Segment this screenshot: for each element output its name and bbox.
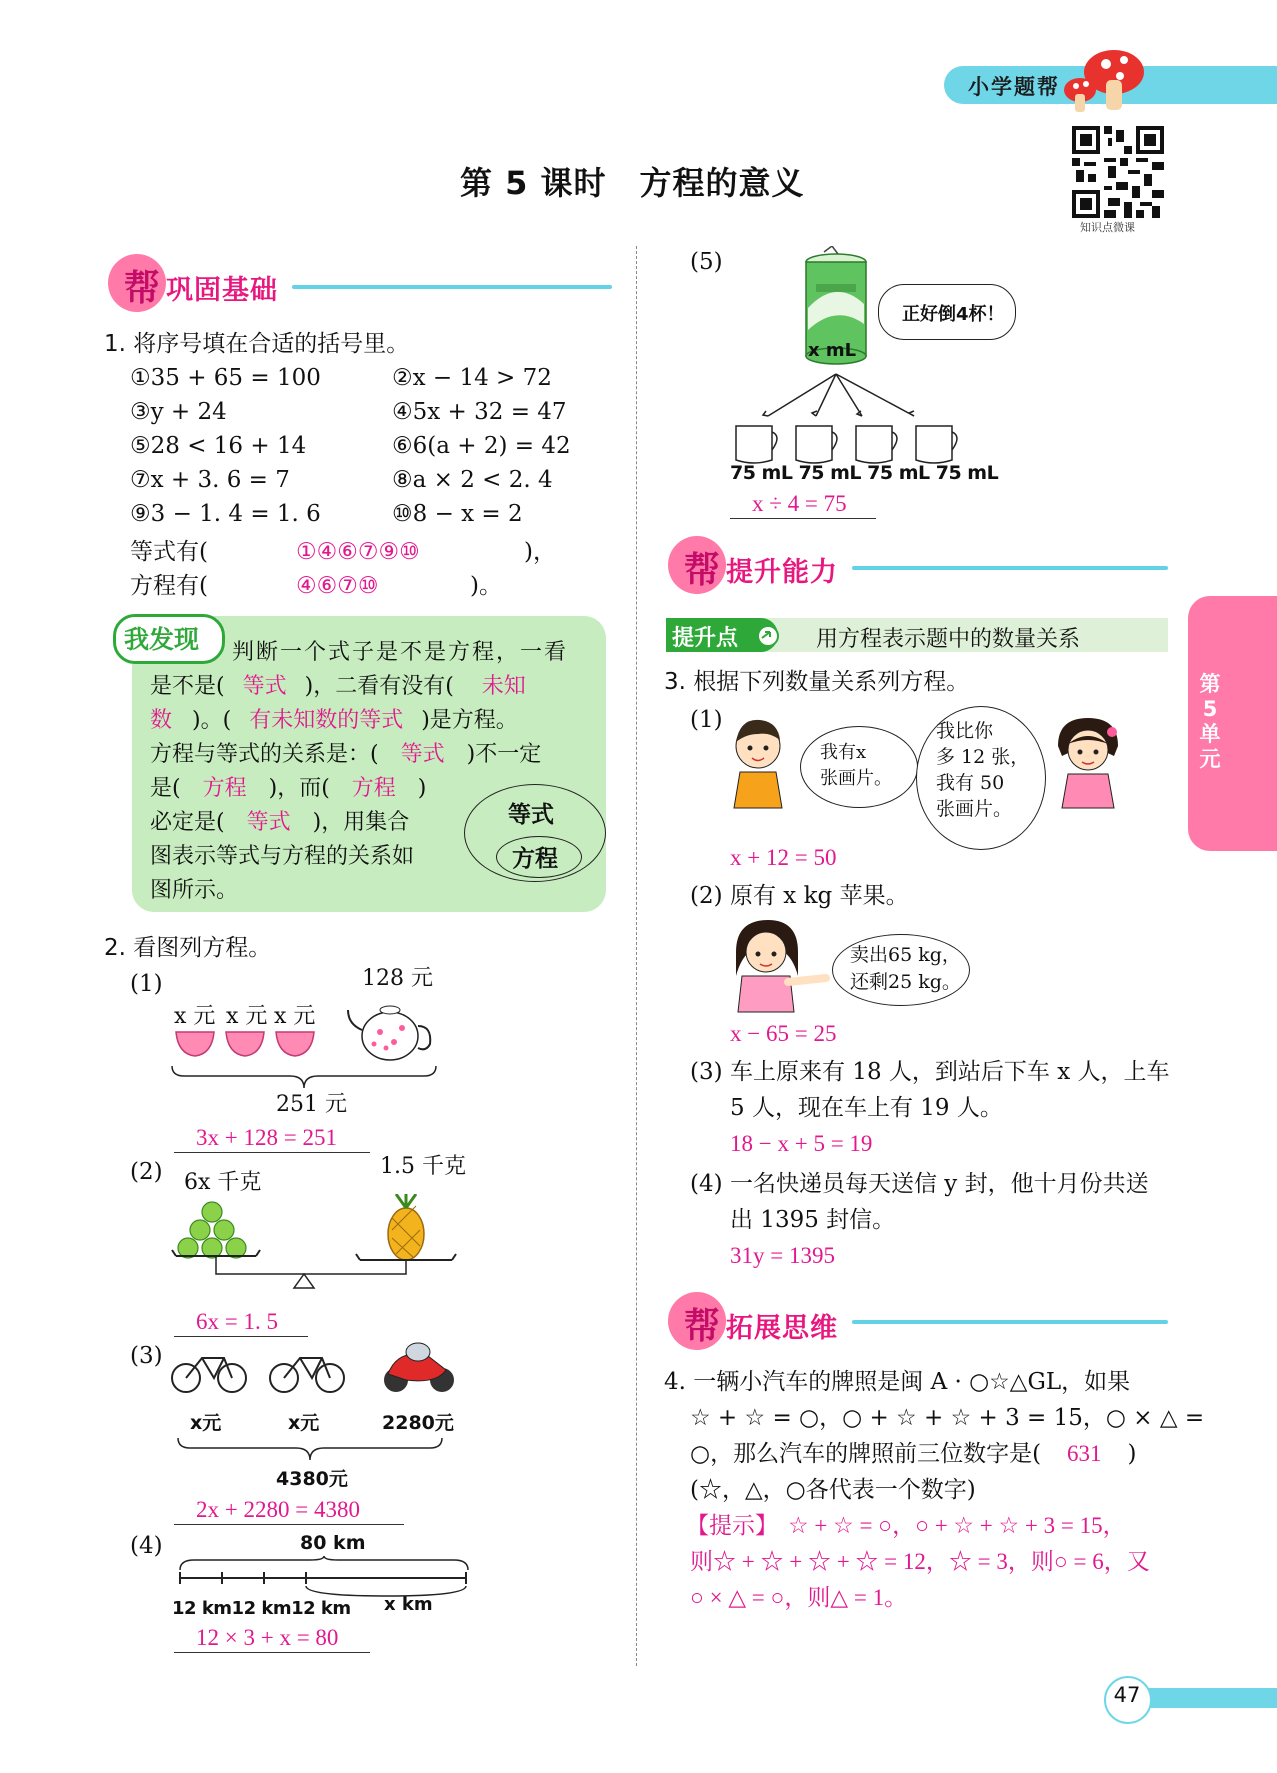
q2-4-answer: 12 × 3 + x = 80 (196, 1625, 339, 1650)
girl-icon (1052, 716, 1122, 810)
q2-4-segments: 12 km12 km12 km (172, 1598, 351, 1619)
q3-4-text: 一名快递员每天送信 y 封，他十月份共送 (730, 1171, 1149, 1197)
venn-outer-label: 等式 (508, 802, 554, 828)
bicycles-and-motorcycle-icon (170, 1340, 470, 1396)
q1-fc-answer: ④⑥⑦⑩ (296, 573, 379, 598)
section-rule (852, 1320, 1168, 1324)
section-title-basic: 巩固基础 (166, 275, 278, 306)
q2-5-can-volume: x mL (808, 340, 857, 361)
pour-cups-icon (724, 370, 964, 470)
q2-2-left-weight: 6x 千克 (184, 1170, 262, 1195)
q2-2-right-weight: 1.5 千克 (380, 1154, 466, 1179)
answer-line (174, 1336, 308, 1337)
q3-1-answer: x + 12 = 50 (730, 845, 837, 870)
brace-icon (176, 1436, 446, 1462)
qr-code-icon[interactable] (1072, 126, 1164, 218)
q3-2-text: 原有 x kg 苹果。 (730, 883, 909, 909)
q3-stem: 3. 根据下列数量关系列方程。 (664, 669, 970, 695)
q2-2-answer: 6x = 1. 5 (196, 1309, 278, 1334)
q4-line: ○，那么汽车的牌照前三位数字是( 631 ) (690, 1441, 1137, 1467)
q2-4-label: (4) (130, 1533, 163, 1559)
q2-1-label: (1) (130, 971, 163, 997)
q2-1-total: 251 元 (276, 1092, 347, 1117)
balance-scale-icon (170, 1194, 470, 1298)
q3-3-text: 5 人，现在车上有 19 人。 (730, 1095, 1003, 1121)
brace-icon (170, 1064, 440, 1090)
q1-fc-label: 方程有( (130, 573, 208, 599)
section-title-extend: 拓展思维 (726, 1313, 838, 1344)
q2-5-cup-volumes: 75 mL 75 mL 75 mL 75 mL (730, 462, 999, 484)
discovery-line: 必定是( 等式 )，用集合 (150, 810, 410, 835)
q1-item: ⑧a × 2 < 2. 4 (392, 467, 553, 493)
section-rule (292, 285, 612, 289)
q2-3-bike-price: x元 (288, 1412, 320, 1434)
q2-2-label: (2) (130, 1159, 163, 1185)
q1-item: ④5x + 32 = 47 (392, 399, 567, 425)
q1-item: ⑩8 − x = 2 (392, 501, 523, 527)
q1-item: ⑥6(a + 2) = 42 (392, 433, 571, 459)
q1-stem: 1. 将序号填在合适的括号里。 (104, 331, 410, 357)
discovery-line: 是( 方程 )，而( 方程 ) (150, 776, 427, 801)
q3-1-girl-line: 我有 50 (936, 772, 1005, 794)
section-bang: 帮 (684, 1306, 721, 1347)
q4-hint: 【提示】 ☆ + ☆ = ○，○ + ☆ + ☆ + 3 = 15， (686, 1513, 1126, 1538)
q1-item: ⑦x + 3. 6 = 7 (130, 467, 290, 493)
discovery-line: 判断一个式子是不是方程，一看 (232, 640, 569, 665)
q1-eq-label: 等式有( (130, 539, 208, 565)
mushroom-icon (1062, 44, 1146, 114)
column-divider (636, 246, 637, 1666)
q3-1-girl-line: 多 12 张， (936, 746, 1030, 768)
discovery-line: 方程与等式的关系是：( 等式 )不一定 (150, 742, 542, 767)
q2-stem: 2. 看图列方程。 (104, 935, 272, 961)
q4-hint-line: ○ × △ = ○，则△ = 1。 (690, 1585, 908, 1610)
q2-3-answer: 2x + 2280 = 4380 (196, 1497, 360, 1522)
section-title-improve: 提升能力 (726, 557, 838, 588)
answer-line (174, 1152, 370, 1153)
q3-1-label: (1) (690, 707, 723, 733)
arrow-icon (756, 624, 790, 648)
discovery-label: 我发现 (124, 625, 200, 654)
q2-5-label: (5) (690, 249, 723, 275)
qr-caption: 知识点微课 (1080, 221, 1135, 234)
q2-3-total: 4380元 (276, 1468, 348, 1490)
answer-line (174, 1652, 370, 1653)
q3-1-girl-line: 我比你 (936, 720, 994, 742)
q3-4-text: 出 1395 封信。 (730, 1207, 896, 1233)
q2-1-cup-price: x 元 (226, 1004, 268, 1029)
unit-tab-label: 第5单元 (1199, 672, 1221, 771)
q3-1-girl-line: 张画片。 (936, 798, 1013, 820)
q2-4-total: 80 km (300, 1532, 366, 1554)
q2-1-cup-price: x 元 (174, 1004, 216, 1029)
q1-item: ①35 + 65 = 100 (130, 365, 321, 391)
teacups-icon (172, 1024, 322, 1064)
q2-3-label: (3) (130, 1343, 163, 1369)
q3-1-boy-line: 我有x (820, 742, 867, 763)
q4-hint-line: 则☆ + ☆ + ☆ + ☆ = 12，☆ = 3，则○ = 6，又 (690, 1549, 1150, 1574)
q2-1-answer: 3x + 128 = 251 (196, 1125, 337, 1150)
q1-item: ⑨3 − 1. 4 = 1. 6 (130, 501, 321, 527)
q1-item: ⑤28 < 16 + 14 (130, 433, 307, 459)
answer-line (174, 1524, 404, 1525)
q4-line: ☆ + ☆ = ○，○ + ☆ + ☆ + 3 = 15，○ × △ = (690, 1405, 1205, 1431)
q2-1-cup-price: x 元 (274, 1004, 316, 1029)
section-rule (852, 566, 1168, 570)
lesson-title: 第 5 课时 方程的意义 (460, 164, 805, 202)
q4-line: (☆，△，○各代表一个数字) (690, 1477, 976, 1503)
q1-fc-close: )。 (470, 573, 502, 599)
q2-3-moto-price: 2280元 (382, 1412, 454, 1434)
q2-3-bike-price: x元 (190, 1412, 222, 1434)
q1-eq-answer: ①④⑥⑦⑨⑩ (296, 539, 420, 564)
q3-2-bubble-line: 卖出65 kg， (850, 944, 961, 966)
boy-icon (728, 716, 790, 810)
woman-icon (728, 916, 832, 1014)
q3-4-answer: 31y = 1395 (730, 1243, 835, 1268)
q2-5-bubble-text: 正好倒4杯！ (902, 304, 1005, 325)
q3-4-label: (4) (690, 1171, 723, 1197)
teapot-icon (346, 996, 436, 1066)
q3-2-bubble-line: 还剩25 kg。 (850, 971, 961, 993)
discovery-line: 数 )。( 有未知数的等式 )是方程。 (150, 708, 518, 733)
q2-4-rest: x km (384, 1594, 433, 1615)
discovery-line: 是不是( 等式 )，二看有没有( 未知 (150, 674, 526, 699)
section-bang: 帮 (124, 268, 161, 309)
q1-item: ②x − 14 > 72 (392, 365, 552, 391)
page-number: 47 (1113, 1683, 1141, 1707)
raise-point-tag-text: 提升点 (672, 626, 739, 651)
brand-name: 小学题帮 (968, 75, 1060, 99)
q3-3-text: 车上原来有 18 人，到站后下车 x 人，上车 (730, 1059, 1170, 1085)
q3-1-boy-line: 张画片。 (820, 768, 892, 789)
q2-5-answer: x ÷ 4 = 75 (752, 491, 847, 516)
discovery-line: 图所示。 (150, 878, 239, 903)
q4-line: 4. 一辆小汽车的牌照是闽 A · ○☆△GL，如果 (664, 1369, 1131, 1395)
raise-point-topic: 用方程表示题中的数量关系 (816, 627, 1081, 652)
q3-3-answer: 18 − x + 5 = 19 (730, 1131, 873, 1156)
q3-2-label: (2) (690, 883, 723, 909)
section-bang: 帮 (684, 550, 721, 591)
answer-line (730, 518, 876, 519)
q1-item: ③y + 24 (130, 399, 227, 425)
q3-3-label: (3) (690, 1059, 723, 1085)
q2-1-pot-price: 128 元 (362, 966, 433, 991)
q3-2-answer: x − 65 = 25 (730, 1021, 837, 1046)
q1-eq-close: )， (524, 539, 556, 565)
discovery-line: 图表示等式与方程的关系如 (150, 844, 415, 869)
venn-inner-label: 方程 (512, 846, 558, 872)
